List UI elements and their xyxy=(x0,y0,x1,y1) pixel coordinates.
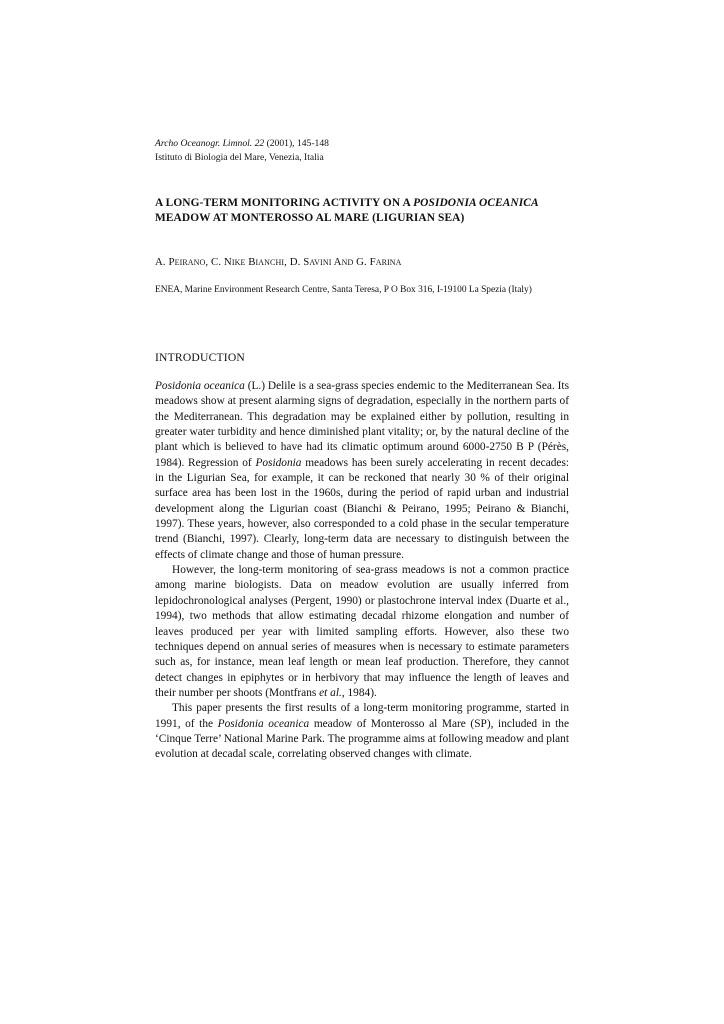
paragraph-text: meadows has been surely accelerating in recent decades: in the Ligurian Sea, for example, it can be reckoned that nearly 30 % of their original surface area has been lost in the 1960s, during the period of rapid urban and industrial development along the Ligurian coast (Bianchi & Peirano, 1995; Peirano & Bianchi, 1997). These years, however, also corresponded to a cold phase in the secular temperature trend (Bianchi, 1997). Clearly, long-term data are necessary to distinguish between the effects of climate change and those of human pressure. xyxy=(155,456,570,561)
genus-name: Posidonia xyxy=(255,456,302,469)
paragraph-3 xyxy=(155,701,569,762)
title-part-1: A LONG-TERM MONITORING ACTIVITY ON A xyxy=(155,197,414,209)
affiliation: ENEA, Marine Environment Research Centre, Santa Teresa, P O Box 316, I-19100 La Spezia (Italy) xyxy=(155,285,532,295)
species-name: Posidonia oceanica xyxy=(155,380,245,392)
author-list: A. Peirano, C. Nike Bianchi, D. Savini And G. Farina xyxy=(155,256,402,268)
journal-name: Archo Oceanogr. Limnol. 22 xyxy=(155,138,265,149)
section-heading-introduction: INTRODUCTION xyxy=(155,351,245,364)
paragraph-text: This paper presents the first results of a long-term monitoring programme, started in 1991, of the xyxy=(155,702,569,730)
paragraph-1 xyxy=(155,379,569,563)
paragraph-text: meadow of Monterosso al Mare (SP), included in the ‘Cinque Terre’ National Marine Park. The programme aims at following meadow and plant evolution at decadal scale, correlating observed changes with climate. xyxy=(155,717,569,761)
species-name: Posidonia oceanica xyxy=(217,717,310,730)
paragraph-2 xyxy=(155,563,569,701)
paragraph-text: , 1984). xyxy=(341,686,377,699)
et-al: et al. xyxy=(319,686,342,699)
paper-title xyxy=(155,196,569,226)
journal-volume-pages: (2001), 145-148 xyxy=(264,138,329,149)
paragraph-text: (L.) Delile is a sea-grass species endemic to the Mediterranean Sea. Its meadows show at present alarming signs of degradation, especially in the northern parts of the Mediterranean. This degradation may be explained either by pollution, resulting in greater water turbidity and hence diminished plant vitality; or, by the natural decline of the plant which is believed to have had its climatic optimum around 6000-2750 B P (Pérès, 1984). Regression of xyxy=(155,380,569,469)
title-part-2: MEADOW AT MONTEROSSO AL MARE (LIGURIAN SEA) xyxy=(155,212,465,224)
journal-header xyxy=(155,137,329,164)
introduction-body xyxy=(155,379,569,763)
institute-line: Istituto di Biologia del Mare, Venezia, Italia xyxy=(155,151,324,163)
paragraph-text: However, the long-term monitoring of sea-grass meadows is not a common practice among marine biologists. Data on meadow evolution are usually inferred from lepidochronological analyses (Pergent, 1990) or plastochrone interval index (Duarte et al., 1994), two methods that allow estimating decadal rhizome elongation and number of leaves produced per year with limited sampling efforts. However, also these two techniques depend on annual series of measures when is necessary to estimate parameters such as, for instance, mean leaf length or mean leaf production. Therefore, they cannot detect changes in epiphytes or in herbivory that may influence the length of leaves and their number per shoots (Montfrans xyxy=(155,564,569,699)
title-species: POSIDONIA OCEANICA xyxy=(413,197,539,209)
journal-citation xyxy=(155,137,329,151)
